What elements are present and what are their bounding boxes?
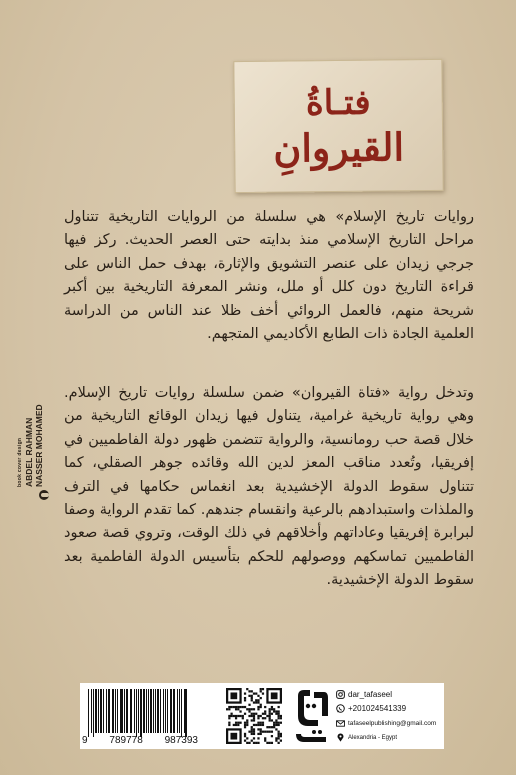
barcode-bar <box>157 689 159 733</box>
barcode-bar <box>131 689 132 733</box>
barcode-bar <box>109 689 110 733</box>
designer-name-line1: ABDEL RAHMAN <box>24 417 34 487</box>
blurb-paragraph-2: وتدخل رواية «فتاة القيروان» ضمن سلسلة روايات تاريخ الإسلام. وهي رواية تاريخية غرامية، يتناول فيها زيدان الوقائع التاريخية من خلال قصة حب رومانسية، والرواية تتضمن ظهور دولة الفاطميين في إفريقيا، وتُعدد مناقب المعز لدين الله وقائده جوهر الصقلي، كما تتناول سقوط الدولة الإخشيدية بعد انغماس حكامها في الترف والملذات واستبدادهم بالرعية وانقسام جندهم. كما تقدم الرواية وصفا لبرابرة إفريقيا وعاداتهم وأخلاقهم في ذلك الوقت، وتروي قصة صعود الفاطميين تماسكهم ووصولهم للحكم بتأسيس الدولة الفاطمية بعد سقوط الدولة الإخشيدية. <box>64 385 474 589</box>
barcode-bar <box>163 689 164 733</box>
barcode-bar <box>146 689 147 733</box>
barcode-bar <box>173 689 175 733</box>
isbn-number <box>82 735 198 746</box>
barcode-bar <box>150 689 151 733</box>
title-card <box>233 59 443 193</box>
book-title-line2: القيروانِ <box>273 124 405 171</box>
barcode-bar <box>112 689 114 733</box>
tafaseel-logo <box>290 686 332 746</box>
barcode-bar <box>167 689 168 733</box>
barcode-bar <box>181 689 182 737</box>
barcode-bar <box>143 689 145 733</box>
barcode-bar <box>170 689 171 733</box>
whatsapp-icon <box>336 704 345 713</box>
book-title-line1: فتـاةُ <box>305 82 371 124</box>
barcode-bar <box>160 689 161 733</box>
contact-text: dar_tafaseel <box>348 689 393 699</box>
instagram-icon <box>336 690 345 699</box>
barcode-bar <box>121 689 122 733</box>
contact-text: tafaseelpublishing@gmail.com <box>348 719 437 727</box>
barcode-bar <box>138 689 139 733</box>
barcode-bar <box>153 689 154 733</box>
barcode-bar <box>98 689 99 733</box>
contact-text: +201024541339 <box>348 704 407 714</box>
contact-email <box>336 716 442 731</box>
barcode-bar <box>106 689 107 733</box>
barcode-bar <box>95 689 97 733</box>
barcode-bar <box>134 689 135 733</box>
blurb-paragraph-1: روايات تاريخ الإسلام» هي سلسلة من الروايات التاريخية تتناول مراحل التاريخ الإسلامي منذ بدايته حتى العصر الحديث. ركز فيها جرجي زيدان على عنصر التشويق والإثارة، بهدف حمل الناس على قراءة التاريخ دون كلل أو ملل، ونشر المعرفة التاريخية بين أكبر شريحة منهم، فالعمل الروائي أخف ظلا عند الناس من الدراسة العلمية الجادة ذات الطابع الأكاديمي المتجهم. <box>64 209 474 343</box>
barcode-bar <box>185 689 186 737</box>
barcode-bar <box>124 689 125 733</box>
barcode-bar <box>117 689 118 733</box>
designer-credit-caption: book cover design <box>17 437 23 487</box>
qr-code-icon <box>226 688 282 744</box>
barcode-bar <box>177 689 178 733</box>
designer-name-line2: NASSER MOHAMED <box>34 404 44 487</box>
contact-location <box>336 731 442 746</box>
isbn-digit-group: 789778 <box>109 735 143 746</box>
barcode-bar <box>179 689 180 733</box>
barcode-bar <box>108 689 109 733</box>
email-icon <box>336 719 345 728</box>
barcode-bar <box>165 689 166 733</box>
isbn-digit-group: 987393 <box>164 735 198 746</box>
location-icon <box>336 733 345 742</box>
barcode-bar <box>136 689 137 737</box>
barcode-bar <box>155 689 156 733</box>
contact-whatsapp <box>336 702 442 717</box>
barcode-bar <box>140 689 141 737</box>
publisher-contacts <box>336 687 442 745</box>
barcode-bar <box>126 689 128 733</box>
barcode-bar <box>91 689 92 733</box>
barcode-bar <box>184 689 185 733</box>
isbn-digit-group: 9 <box>82 735 88 746</box>
barcode-bar <box>115 689 116 733</box>
isbn-barcode <box>88 689 188 733</box>
barcode-bar <box>88 689 89 737</box>
barcode-bar <box>171 689 172 733</box>
barcode-bar <box>93 689 94 737</box>
barcode-bar <box>130 689 131 733</box>
barcode-bar <box>148 689 149 733</box>
contact-text: Alexandria - Egypt <box>348 734 398 741</box>
designer-credit <box>17 392 53 502</box>
barcode-bar <box>100 689 101 733</box>
barcode-bar <box>120 689 121 733</box>
barcode-bar <box>103 689 104 733</box>
barcode-panel <box>80 683 444 749</box>
designer-logo-icon <box>39 490 49 500</box>
contact-instagram <box>336 687 442 702</box>
